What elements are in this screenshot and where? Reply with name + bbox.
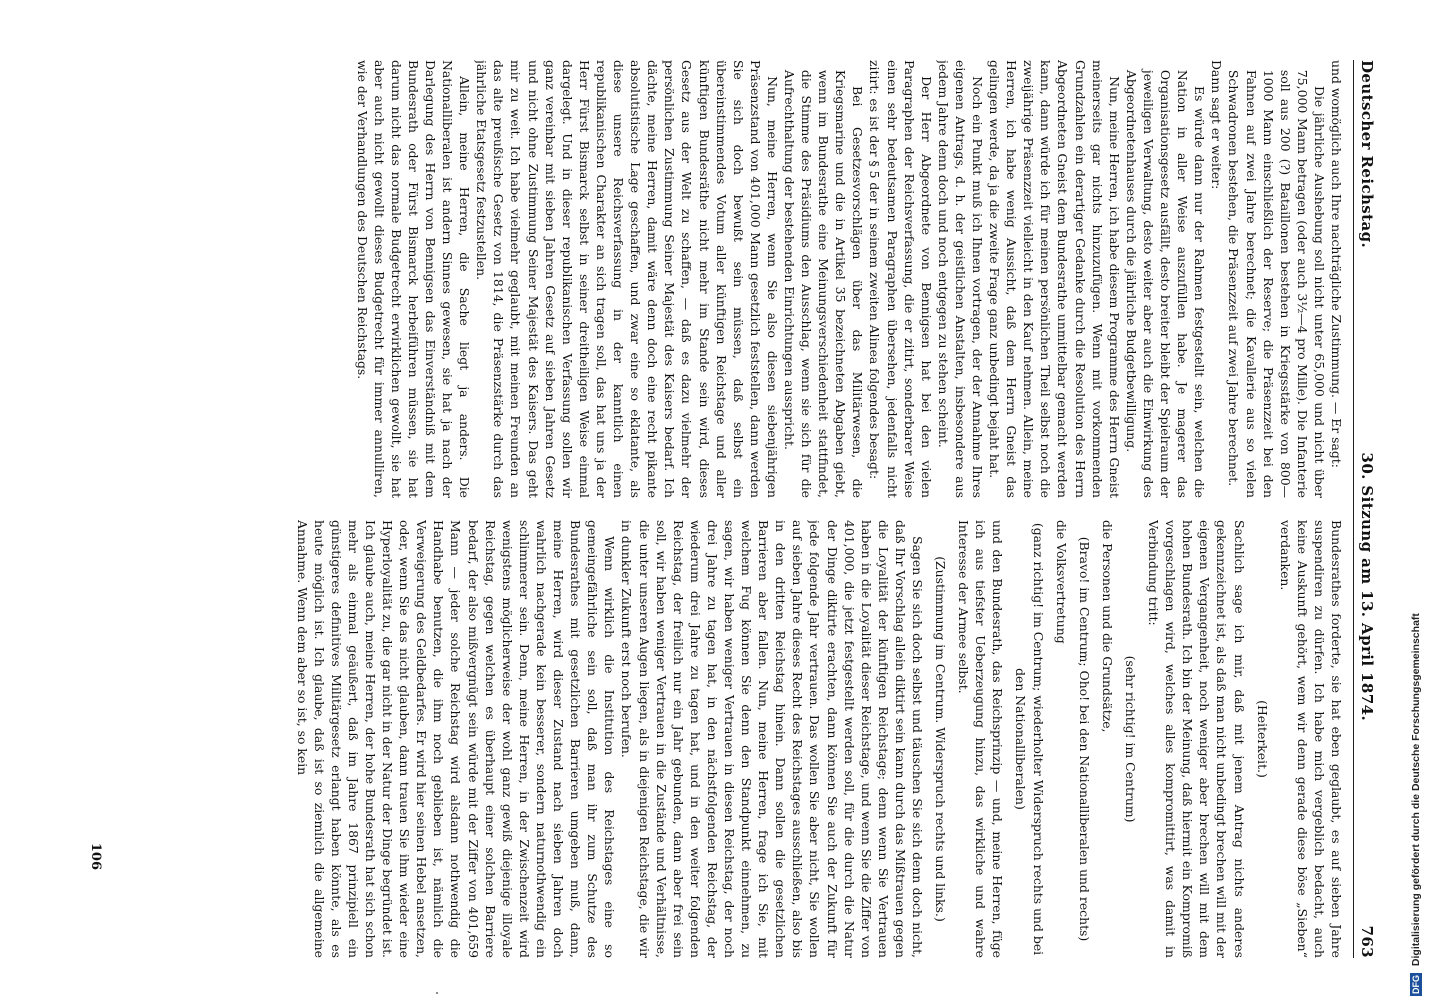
scan-speck — [436, 992, 438, 994]
paragraph: (sehr richtig! im Centrum) — [1122, 655, 1138, 823]
paragraph: Es würde dann nur der Rahmen festgestellt sein, welchen die Nation in aller Weise auszufüllen habe. Je magerer das Organisationsgesetz ausfällt, desto breiter bleibt der Spielraum der jeweiligen Verwaltung, desto weiter aber auch die Einwirkung des Abgeordnetenhauses durch die jährliche Budgetbewilligung. — [1123, 69, 1208, 498]
paragraph: die Personen und die Grundsätze, — [1099, 520, 1115, 733]
paragraph: die Volksvertretung — [1053, 520, 1069, 644]
paragraph: Nun, meine Herren, ich habe diesem Programme des Herrn Gneist meinerseits gar nichts hinzuzufügen. Wenn mit vorkommenden Grundzahlen ein derartiger Gedanke durch die Resolution des Herrn Abgeordneten Gneist dem Bundesrathe unmittelbar gemacht werden kann, dann würde ich für meinen persönlichen Theil selbst noch die zweijährige Präsenzzeit vielleicht in den Kauf nehmen. Allein, meine Herren, ich habe wenig Aussicht, daß dem Herrn Gneist das gelingen werde, da ja die zweite Frage ganz unbedingt bejaht hat. — [987, 60, 1122, 498]
paragraph: und den Bundesrath, das Reichsprinzip — und, meine Herren, füge ich aus tiefster Ueberzeugung hinzu, das wirkliche und wahre Interesse der Armee selbst. — [956, 520, 1006, 958]
paragraph: Wenn wirklich die Institution des Reichstages eine so gemeingefährliche sein soll, daß man ihr zum Schutze des Bundesrathes mit gesetzlichen Barrieren umgeben muß, dann, meine Herren, wird dieser Zustand nach sieben Jahren doch wahrlich nachgerade kein besserer, sondern naturnothwendig ein schlimmerer sein. Denn, meine Herren, in der Zwischenzeit wird wenigstens möglicherweise der wohl ganz gewiß diejenige illoyale Reichstag, gegen welchen es überhaupt einer solchen Barriere bedarf, der also mißvergnügt sein würde mit der Ziffer von 401,659 Mann — jeder solche Reichstag wird alsdann nothwendig die Handhabe benutzen, die ihm noch geblieben ist, nämlich die Verweigerung des Geldbedarfes. Er wird hier seinen Hebel ansetzen, oder, wenn Sie das nicht glauben, dann trauen Sie ihm wieder eine Hyperloyalität zu, die gar nicht in der Natur der Dinge begründet ist. Ich glaube auch, meine Herren, der hohe Bundesrath hat sich schon mehr als einmal geäußert, daß im Jahre 1867 prinzipiell ein günstigeres definitives Militärgesetz erlangt haben könnte, als es heute möglich ist. Ich glaube, daß ist so ziemlich die allgemeine Annahme. Wenn dem aber so ist, so kein — [294, 520, 618, 958]
running-head-title: Deutscher Reichstag. — [1358, 60, 1376, 249]
dfg-logo-icon: DFG — [1411, 975, 1421, 994]
session-title: 30. Sitzung am 13. April 1874. — [1358, 452, 1376, 722]
paragraph: (Zustimmung im Centrum. Widerspruch rechts und links.) — [933, 556, 949, 922]
paragraph: und womöglich auch Ihre nachträgliche Zustimmung. — Er sagt: — [1329, 60, 1344, 468]
paragraph: Der Herr Abgeordnete von Bennigsen hat bei den vielen Paragraphen der Reichsverfassung, die er zitirt, sonderbarer Weise einen sehr bedeutsamen Paragraphen übersehen, jedenfalls nicht zitirt: es ist der § 5 der in seinem zweiten Alinea folgendes besagt: — [867, 60, 934, 498]
paragraph: Nun, meine Herren, wenn Sie also diesen siebenjährigen Präsenzstand von 401,000 Mann gesetzlich feststellen, dann werden Sie sich doch bewußt sein müssen, daß selbst ein übereinstimmendes Votum aller künftigen Reichstage und aller künftigen Bundesräthe nicht mehr im Stande sein wird, dieses Gesetz aus der Welt zu schaffen, — daß es dazu vielmehr der persönlichen Zustimmung Seiner Majestät des Kaisers bedarf. Ich dächte, meine Herren, damit wäre denn doch eine recht pikante absolutistische Lage geschaffen, und zwar eine so eklatante, als diese unsere Reichsverfassung in der kanntlich einen republikanischen Charakter an sich tragen soll, das hat uns ja der Herr Fürst Bismarck selbst in seiner dreitheiligen Weise einmal dargelegt. Und in dieser republikanischen Verfassung sollen wir ganz vereinbar mit sieben Jahren Gesetz auf sieben Jahren Gesetz und nicht ohne Zustimmung Seiner Majestät des Kaisers. Das geht mir zu weit. Ich habe vielmehr geglaubt, mit meinen Freunden an das alte preußische Gesetz von 1814, die Präsenzstärke durch das jährliche Etatsgesetz festzustellen. — [474, 60, 780, 498]
paragraph: Die jährliche Aushebung soll nicht unter 65,000 und nicht über 75,000 Mann betragen (oder auch 3½—4 pro Mille). Die Infanterie soll aus 200 (?) Bataillonen bestehen in Kriegsstärke von 800—1000 Mann einschließlich der Reserve; die Präsenzzeit bei den Fahnen auf zwei Jahre berechnet; die Kavallerie aus so vielen Schwadronen bestehen, die Präsenzzeit auf zwei Jahre berechnet. — [1226, 69, 1327, 498]
document-page — [80, 0, 1410, 1000]
right-column — [115, 520, 1345, 958]
signature-number: 106 — [88, 842, 103, 870]
credit-text: Digitalisierung gefördert durch die Deutsche Forschungsgemeinschaft — [1410, 613, 1422, 967]
paragraph: Noch ein Punkt muß ich Ihnen vortragen, der der Annahme Ihres eigenen Antrags, d. h. der geistlichen Anstalten, insbesondere aus jedem Jahre denn doch und noch entgegen zu stehen scheint. — [935, 60, 986, 498]
digitization-credit — [1410, 6, 1428, 996]
paragraph: Dann sagt er weiter: — [1209, 60, 1225, 190]
paragraph: Sagen Sie sich doch selbst und täuschen Sie sich denn doch nicht, daß Ihr Vorschlag allein diktirt sein kann durch das Mißtrauen gegen die Loyalität der künftigen Reichstage; denn wenn Sie Vertrauen haben in die Loyalität dieser Reichstage, und wenn Sie die Ziffer von 401,000, die jetzt festgestellt werden soll, für die durch die Natur der Dinge diktirte erachten, dann können Sie auch der Zukunft für jede folgende Jahr vertrauen. Das wollen Sie aber nicht, Sie wollen auf sieben Jahre dieses Recht des Reichstages ausschließen, also bis in den dritten Reichstag hinein. Dann sollen die gesetzlichen Barrieren aber fallen. Nun, meine Herren, frage ich Sie, mit welchem Fug können Sie denn den Standpunkt einnehmen, zu sagen, wir haben weniger Vertrauen in diesen Reichstag, der noch drei Jahre zu tagen hat, in den nächstfolgenden Reichstag, der wiederum drei Jahre zu tagen hat, und in den weiter folgenden Reichstag, der freilich nur ein Jahr gebunden, dann aber frei sein soll, wir haben weniger Vertrauen in die Zustände und Verhältnisse, die unter unseren Augen liegen, als in diejenigen Reichstage, die wir in dunkler Zukunft erst noch berufen. — [619, 520, 926, 958]
paragraph: (Bravo! im Centrum; Oho! bei den Nationalliberalen und rechts) — [1076, 536, 1092, 942]
paragraph: Allein, meine Herren, die Sache liegt ja anders. Die Nationalliberalen ist andern Sinnes gewesen, sie hat ja nach der Darlegung des Herrn von Bennigsen das Einverständniß mit dem Bundesrath oder Fürst Bismarck herbeiführen müssen, sie hat darum nicht das normale Budgetrecht erwirklichen gewollt, sie hat aber auch nicht gewollt dieses Budgetrecht für immer annulliren, wie der Verhandlungen des Deutschen Reichstags. — [354, 60, 473, 498]
paragraph: (Heiterkeit.) — [1254, 700, 1270, 778]
text-columns — [115, 60, 1345, 958]
paragraph: Bei Gesetzesvorschlägen über das Militärwesen, die Kriegsmarine und die in Artikel 35 bezeichneten Abgaben giebt, wenn im Bundesrathe eine Meinungsverschiedenheit stattfindet, die Stimme des Präsidiums den Ausschlag, wenn sie sich für die Aufrechthaltung der bestehenden Einrichtungen ausspricht. — [782, 69, 866, 498]
paragraph: Sachlich sage ich mir, daß mit jenem Antrag nichts anderes gekennzeichnet ist, als daß man nicht unbedingt brechen will mit der eigenen Vergangenheit, noch weniger aber brechen will mit dem hohen Bundesrath. Ich bin der Meinung, daß hiermit ein Kompromiß vorgeschlagen wird, welches alles kompromittirt, was damit in Verbindung tritt: — [1146, 520, 1247, 958]
page-header — [1353, 60, 1376, 958]
paragraph: (ganz richtig! im Centrum; wiederholter Widerspruch rechts und bei den Nationalliberalen) — [1013, 522, 1046, 956]
page-number: 763 — [1358, 925, 1376, 958]
paragraph: Bundesrathes forderte, sie hat eben geglaubt, es auf sieben Jahre suspendiren zu dürfen. Ich habe mich vergeblich bedacht, auch keine Auskunft gehört, wem wir denn gerade diese böse „Sieben“ verdanken. — [1277, 520, 1344, 958]
left-column — [115, 60, 1345, 498]
